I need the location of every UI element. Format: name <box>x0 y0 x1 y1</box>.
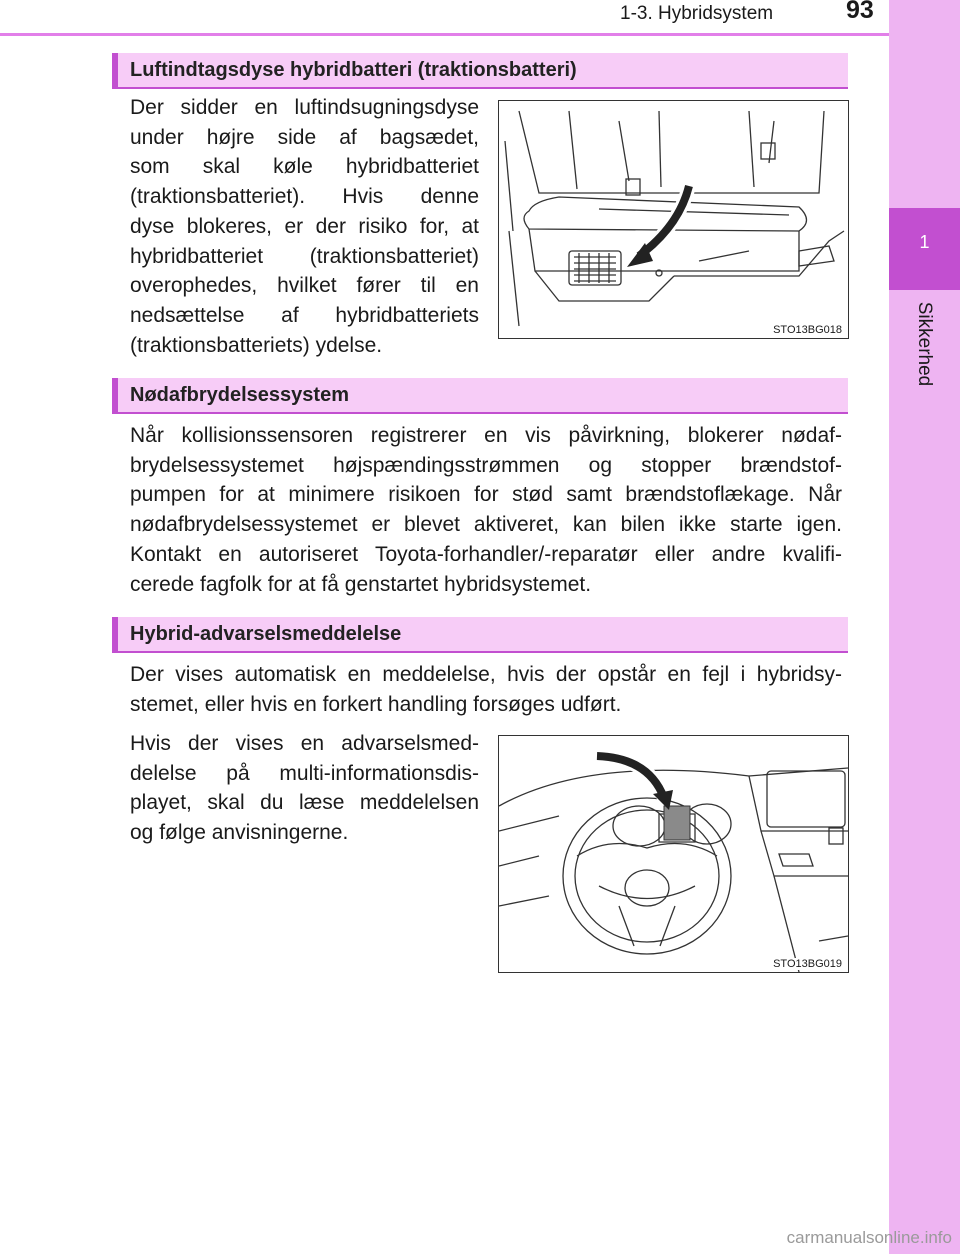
section-heading-hybrid-warning <box>112 617 848 653</box>
hybrid-warning-instruction: Hvis der vises en advarselsmed- delelse på multi-informationsdis- playet, skal du læse meddelelsen og følge anvisningerne. <box>130 732 479 845</box>
dashboard-drawing <box>499 736 848 972</box>
figure-code: STO13BG019 <box>773 958 842 970</box>
section-heading-emergency-shutoff <box>112 378 848 414</box>
instrument-panel-illustration <box>498 735 849 973</box>
figure-code: STO13BG018 <box>773 324 842 336</box>
section-title: Nødafbrydelsessystem <box>130 384 349 406</box>
running-header: 1-3. Hybridsystem <box>620 3 774 24</box>
section-title: Luftindtagsdyse hybridbatteri (traktionsbatteri) <box>130 59 577 81</box>
heading-accent <box>112 378 118 412</box>
chapter-number: 1 <box>919 232 930 252</box>
emergency-shutoff-text: Når kollisionssensoren registrerer en vis påvirkning, blokerer nødaf- brydelsessystemet højspændingsstrømmen og stopper brændstof- pumpen for at minimere risikoen for stød samt brændstoflækage. Når nødafbrydelsessystemet er blevet aktiveret, kan bilen ikke starte igen. Kontakt en autoriseret Toyota-forhandler/-reparatør eller andre kvalifi- cerede fagfolk for at få genstartet hybridsystemet. <box>130 424 842 596</box>
heading-accent <box>112 617 118 651</box>
rear-seat-drawing <box>499 101 848 338</box>
hybrid-warning-text: Der vises automatisk en meddelelse, hvis der opstår en fejl i hybridsy- stemet, eller hvis en forkert handling forsøges udført. <box>130 663 842 716</box>
section-title: Hybrid-advarselsmeddelelse <box>130 623 402 645</box>
header-rule <box>0 33 889 36</box>
chapter-side-strip <box>889 0 960 1254</box>
section-heading-battery-intake <box>112 53 848 89</box>
chapter-title: Sikkerhed <box>914 301 935 387</box>
page-number: 93 <box>846 0 874 24</box>
battery-intake-text: Der sidder en luftindsugningsdyse under højre side af bagsædet, som skal køle hybridbatteriet (traktionsbatteriet). Hvis denne dyse blokeres, er der risiko for, at hybridbatteriet (traktionsbatteriet) overophedes, hvilket fører til en nedsættelse af hybridbatteriets (traktionsbatteriets) ydelse. <box>130 96 479 357</box>
rear-seat-intake-illustration <box>498 100 849 339</box>
heading-accent <box>112 53 118 87</box>
watermark-text: carmanualsonline.info <box>786 1228 952 1247</box>
